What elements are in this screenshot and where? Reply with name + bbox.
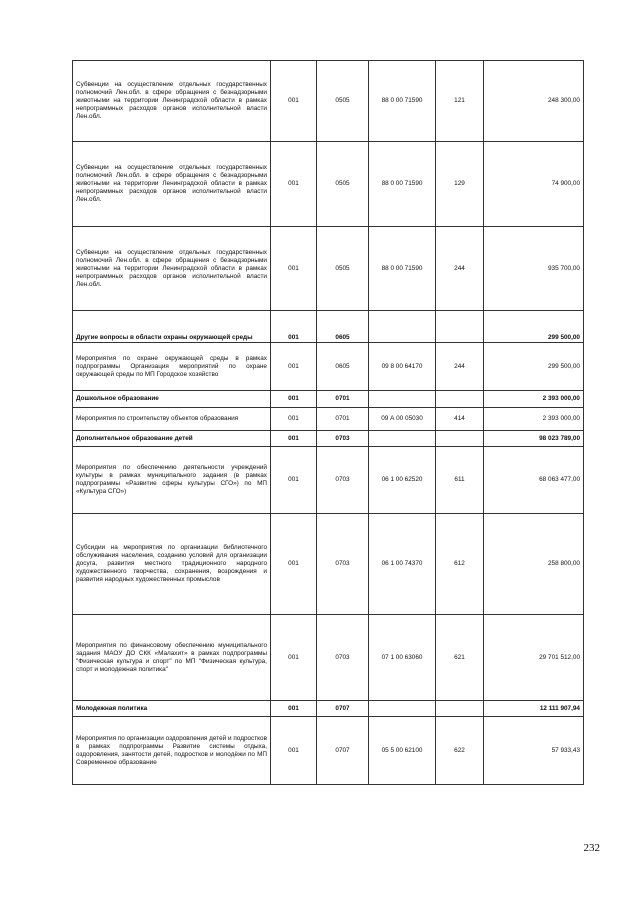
- row-section-code: 0701: [317, 408, 369, 431]
- row-section-code: 0707: [317, 717, 369, 785]
- row-sum: 98 023 789,00: [484, 431, 584, 447]
- row-org-code: 001: [271, 311, 317, 343]
- row-name: Мероприятия по строительству объектов образования: [73, 408, 271, 431]
- row-target-article: 88 0 00 71590: [369, 227, 436, 311]
- row-name: Мероприятия по охране окружающей среды в рамках подпрограммы Организация мероприятий по охране окружающей среды по МП Городское хозяйство: [73, 343, 271, 391]
- budget-table: [72, 60, 584, 785]
- row-sum: 74 900,00: [484, 142, 584, 227]
- row-target-article: [369, 431, 436, 447]
- row-target-article: 06 1 00 74370: [369, 514, 436, 615]
- row-section-code: 0605: [317, 311, 369, 343]
- row-target-article: 06 1 00 62520: [369, 447, 436, 514]
- row-target-article: 09 А 00 05030: [369, 408, 436, 431]
- row-expense-type: 621: [436, 615, 484, 701]
- row-sum: 68 063 477,00: [484, 447, 584, 514]
- row-org-code: 001: [271, 447, 317, 514]
- row-name: Субвенции на осуществление отдельных государственных полномочий Лен.обл. в сфере обращения с безнадзорными животными на территории Ленинградской области в рамках непрограммных расходов органов исполнительной власти Лен.обл.: [73, 142, 271, 227]
- row-name: Субвенции на осуществление отдельных государственных полномочий Лен.обл. в сфере обращения с безнадзорными животными на территории Ленинградской области в рамках непрограммных расходов органов исполнительной власти Лен.обл.: [73, 227, 271, 311]
- row-target-article: [369, 311, 436, 343]
- row-sum: 57 933,43: [484, 717, 584, 785]
- row-section-code: 0505: [317, 227, 369, 311]
- table-row: [73, 514, 584, 615]
- table-row: [73, 142, 584, 227]
- row-section-code: 0707: [317, 701, 369, 717]
- row-section-code: 0505: [317, 142, 369, 227]
- row-sum: 248 300,00: [484, 61, 584, 142]
- row-expense-type: 622: [436, 717, 484, 785]
- row-target-article: 05 5 00 62100: [369, 717, 436, 785]
- row-target-article: 88 0 00 71590: [369, 61, 436, 142]
- row-sum: 258 800,00: [484, 514, 584, 615]
- row-target-article: 88 0 00 71590: [369, 142, 436, 227]
- row-name: Дошкольное образование: [73, 391, 271, 408]
- row-expense-type: [436, 391, 484, 408]
- row-section-code: 0605: [317, 343, 369, 391]
- table-row: [73, 717, 584, 785]
- row-section-code: 0701: [317, 391, 369, 408]
- row-target-article: [369, 391, 436, 408]
- table-row: [73, 615, 584, 701]
- table-row: [73, 61, 584, 142]
- row-name: Мероприятия по обеспечению деятельности учреждений культуры в рамках муниципального задания (в рамках подпрограммы «Развитие сферы культуры СГО») по МП «Культура СГО»): [73, 447, 271, 514]
- row-sum: 2 393 000,00: [484, 391, 584, 408]
- row-sum: 29 701 512,00: [484, 615, 584, 701]
- row-sum: 12 111 907,94: [484, 701, 584, 717]
- row-name: Субсидии на мероприятия по организации библиотечного обслуживания населения, созданию условий для организации досуга, развития местного традиционного народного художественного творчества, сохранения, возрождения и развития народных художественных промыслов: [73, 514, 271, 615]
- row-sum: 935 700,00: [484, 227, 584, 311]
- row-org-code: 001: [271, 701, 317, 717]
- row-expense-type: 121: [436, 61, 484, 142]
- row-org-code: 001: [271, 408, 317, 431]
- row-section-code: 0703: [317, 514, 369, 615]
- row-org-code: 001: [271, 343, 317, 391]
- table-row: [73, 408, 584, 431]
- row-org-code: 001: [271, 615, 317, 701]
- row-section-code: 0703: [317, 615, 369, 701]
- row-expense-type: [436, 701, 484, 717]
- row-target-article: 07 1 00 63060: [369, 615, 436, 701]
- row-expense-type: 414: [436, 408, 484, 431]
- row-org-code: 001: [271, 391, 317, 408]
- row-expense-type: 244: [436, 227, 484, 311]
- row-expense-type: 129: [436, 142, 484, 227]
- row-expense-type: 612: [436, 514, 484, 615]
- row-name: Молодежная политика: [73, 701, 271, 717]
- row-name: Мероприятия по финансовому обеспечению муниципального задания МАОУ ДО СКК «Малахит» в рамках подпрограммы "Физическая культура и спорт" по МП "Физическая культура, спорт и молодежная политика": [73, 615, 271, 701]
- row-org-code: 001: [271, 431, 317, 447]
- table-row: [73, 447, 584, 514]
- row-name: Другие вопросы в области охраны окружающей среды: [73, 311, 271, 343]
- table-row: [73, 343, 584, 391]
- row-target-article: 09 8 00 64170: [369, 343, 436, 391]
- table-row-section-total: [73, 311, 584, 343]
- page-number: 232: [583, 842, 600, 854]
- row-target-article: [369, 701, 436, 717]
- row-org-code: 001: [271, 227, 317, 311]
- row-section-code: 0703: [317, 447, 369, 514]
- row-expense-type: 244: [436, 343, 484, 391]
- row-name: Дополнительное образование детей: [73, 431, 271, 447]
- row-section-code: 0703: [317, 431, 369, 447]
- table-row-section-total: [73, 431, 584, 447]
- row-section-code: 0505: [317, 61, 369, 142]
- budget-table-body: [73, 61, 584, 785]
- row-org-code: 001: [271, 142, 317, 227]
- table-row: [73, 227, 584, 311]
- row-org-code: 001: [271, 514, 317, 615]
- table-row-section-total: [73, 701, 584, 717]
- row-name: Субвенции на осуществление отдельных государственных полномочий Лен.обл. в сфере обращения с безнадзорными животными на территории Ленинградской области в рамках непрограммных расходов органов исполнительной власти Лен.обл.: [73, 61, 271, 142]
- row-expense-type: [436, 431, 484, 447]
- row-sum: 299 500,00: [484, 311, 584, 343]
- row-org-code: 001: [271, 717, 317, 785]
- row-sum: 299 500,00: [484, 343, 584, 391]
- row-expense-type: 611: [436, 447, 484, 514]
- row-expense-type: [436, 311, 484, 343]
- row-org-code: 001: [271, 61, 317, 142]
- table-row-section-total: [73, 391, 584, 408]
- row-sum: 2 393 000,00: [484, 408, 584, 431]
- row-name: Мероприятия по организации оздоровления детей и подростков в рамках подпрограммы Развитие системы отдыха, оздоровления, занятости детей, подростков и молодёжи по МП Современное образование: [73, 717, 271, 785]
